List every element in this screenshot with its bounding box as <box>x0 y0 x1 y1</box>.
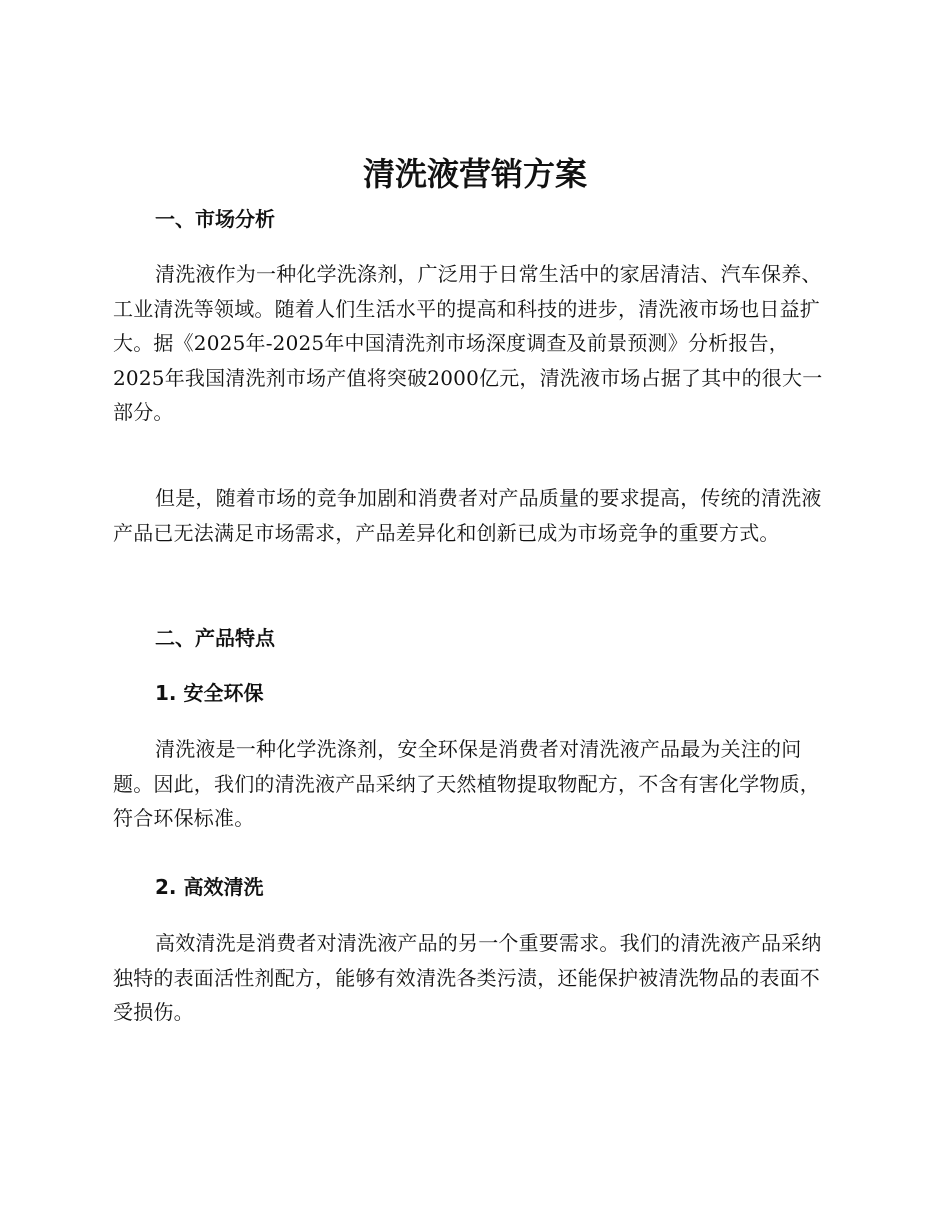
paragraph-market-overview: 清洗液作为一种化学洗涤剂，广泛用于日常生活中的家居清洁、汽车保养、工业清洗等领域。随着人们生活水平的提高和科技的进步，清洗液市场也日益扩大。据《2025年-2025年中国清洗剂市场深度调查及前景预测》分析报告，2025年我国清洗剂市场产值将突破2000亿元，清洗液市场占据了其中的很大一部分。 <box>113 262 823 424</box>
section-heading-product-features: 二、产品特点 <box>155 626 275 650</box>
subsection-heading-safety: 1. 安全环保 <box>155 681 264 705</box>
paragraph-efficiency: 高效清洗是消费者对清洗液产品的另一个重要需求。我们的清洗液产品采纳独特的表面活性剂配方，能够有效清洗各类污渍，还能保护被清洗物品的表面不受损伤。 <box>113 931 822 1024</box>
paragraph-safety: 清洗液是一种化学洗涤剂，安全环保是消费者对清洗液产品最为关注的问题。因此，我们的清洗液产品采纳了天然植物提取物配方，不含有害化学物质，符合环保标准。 <box>113 737 820 830</box>
subsection-heading-efficiency: 2. 高效清洗 <box>155 875 264 899</box>
paragraph-market-competition: 但是，随着市场的竞争加剧和消费者对产品质量的要求提高，传统的清洗液产品已无法满足市场需求，产品差异化和创新已成为市场竞争的重要方式。 <box>113 486 822 545</box>
section-heading-market-analysis: 一、市场分析 <box>155 207 275 231</box>
page-title: 清洗液营销方案 <box>362 155 587 193</box>
